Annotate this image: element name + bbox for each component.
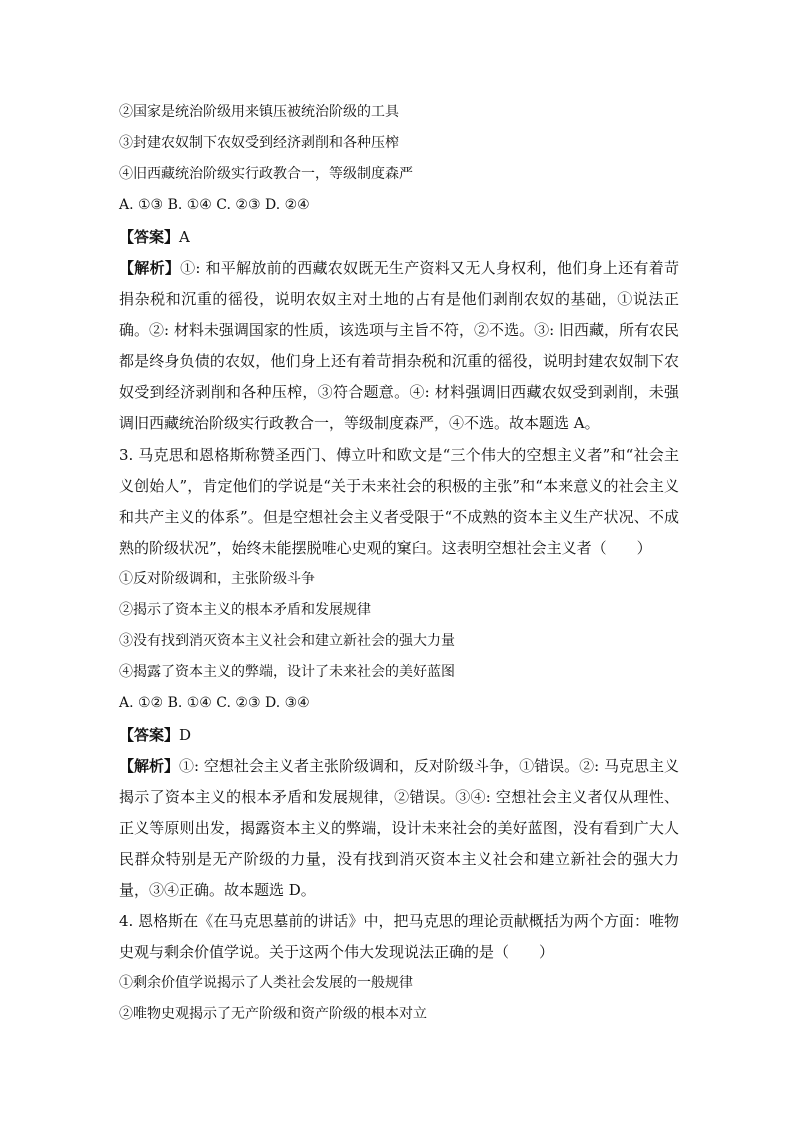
- q3-analysis: [119, 751, 679, 906]
- q3-stem: 3. 马克思和恩格斯称赞圣西门、傅立叶和欧文是“三个伟大的空想主义者”和“社会主义创始人”，肯定他们的学说是“关于未来社会的积极的主张”和“本来意义的社会主义和共产主义的体系”。但是空想社会主义者受限于“不成熟的资本主义生产状况、不成熟的阶级状况”，始终未能摆脱唯心史观的窠臼。这表明空想社会主义者（ ）: [119, 446, 679, 557]
- q4-option-2: ②唯物史观揭示了无产阶级和资产阶级的根本对立: [119, 1006, 427, 1022]
- answer-value: A: [179, 228, 190, 246]
- analysis-text: ①: 和平解放前的西藏农奴既无生产资料又无人身权利，他们身上还有着苛捐杂税和沉重的徭役，说明农奴主对土地的占有是他们剥削农奴的基础，①说法正确。②: 材料未强调国家的性质，该选项与主旨不符，②不选。③: 旧西藏，所有农民都是终身负债的农奴，他们身上还有着苛捐杂税和沉重的徭役，说明封建农奴制下农奴受到经济剥削和各种压榨，③符合题意。④: 材料强调旧西藏农奴受到剥削，未强调旧西藏统治阶级实行政教合一，等级制度森严，④不选。故本题选 A。: [119, 259, 679, 432]
- q2-option-3: ③封建农奴制下农奴受到经济剥削和各种压榨: [119, 135, 399, 151]
- q3-option-3: ③没有找到消灭资本主义社会和建立新社会的强大力量: [119, 633, 455, 649]
- q3-answer: [119, 720, 679, 751]
- q3-option-4: ④揭露了资本主义的弊端，设计了未来社会的美好蓝图: [119, 664, 455, 680]
- q4-option-1: ①剩余价值学说揭示了人类社会发展的一般规律: [119, 975, 413, 991]
- q4-stem: 4. 恩格斯在《在马克思墓前的讲话》中，把马克思的理论贡献概括为两个方面：唯物史观与剩余价值学说。关于这两个伟大发现说法正确的是（ ）: [119, 912, 679, 961]
- answer-label: 【答案】: [119, 726, 180, 744]
- q2-choices: A. ①③ B. ①④ C. ②③ D. ②④: [119, 197, 310, 213]
- answer-label: 【答案】: [119, 228, 180, 246]
- q3-option-1: ①反对阶级调和，主张阶级斗争: [119, 571, 315, 587]
- q3-choices: A. ①② B. ①④ C. ②③ D. ③④: [119, 695, 310, 711]
- q2-analysis: [119, 253, 679, 439]
- analysis-label: 【解析】: [119, 757, 180, 775]
- q2-answer: [119, 222, 679, 253]
- answer-value: D: [179, 726, 192, 744]
- q2-option-2: ②国家是统治阶级用来镇压被统治阶级的工具: [119, 104, 399, 120]
- q3-option-2: ②揭示了资本主义的根本矛盾和发展规律: [119, 602, 371, 618]
- analysis-text: ①: 空想社会主义者主张阶级调和，反对阶级斗争，①错误。②: 马克思主义揭示了资本主义的根本矛盾和发展规律，②错误。③④: 空想社会主义者仅从理性、正义等原则出发，揭露资本主义的弊端，设计未来社会的美好蓝图，没有看到广大人民群众特别是无产阶级的力量，没有找到消灭资本主义社会和建立新社会的强大力量，③④正确。故本题选 D。: [119, 757, 679, 899]
- q2-option-4: ④旧西藏统治阶级实行政教合一，等级制度森严: [119, 166, 413, 182]
- analysis-label: 【解析】: [119, 259, 181, 277]
